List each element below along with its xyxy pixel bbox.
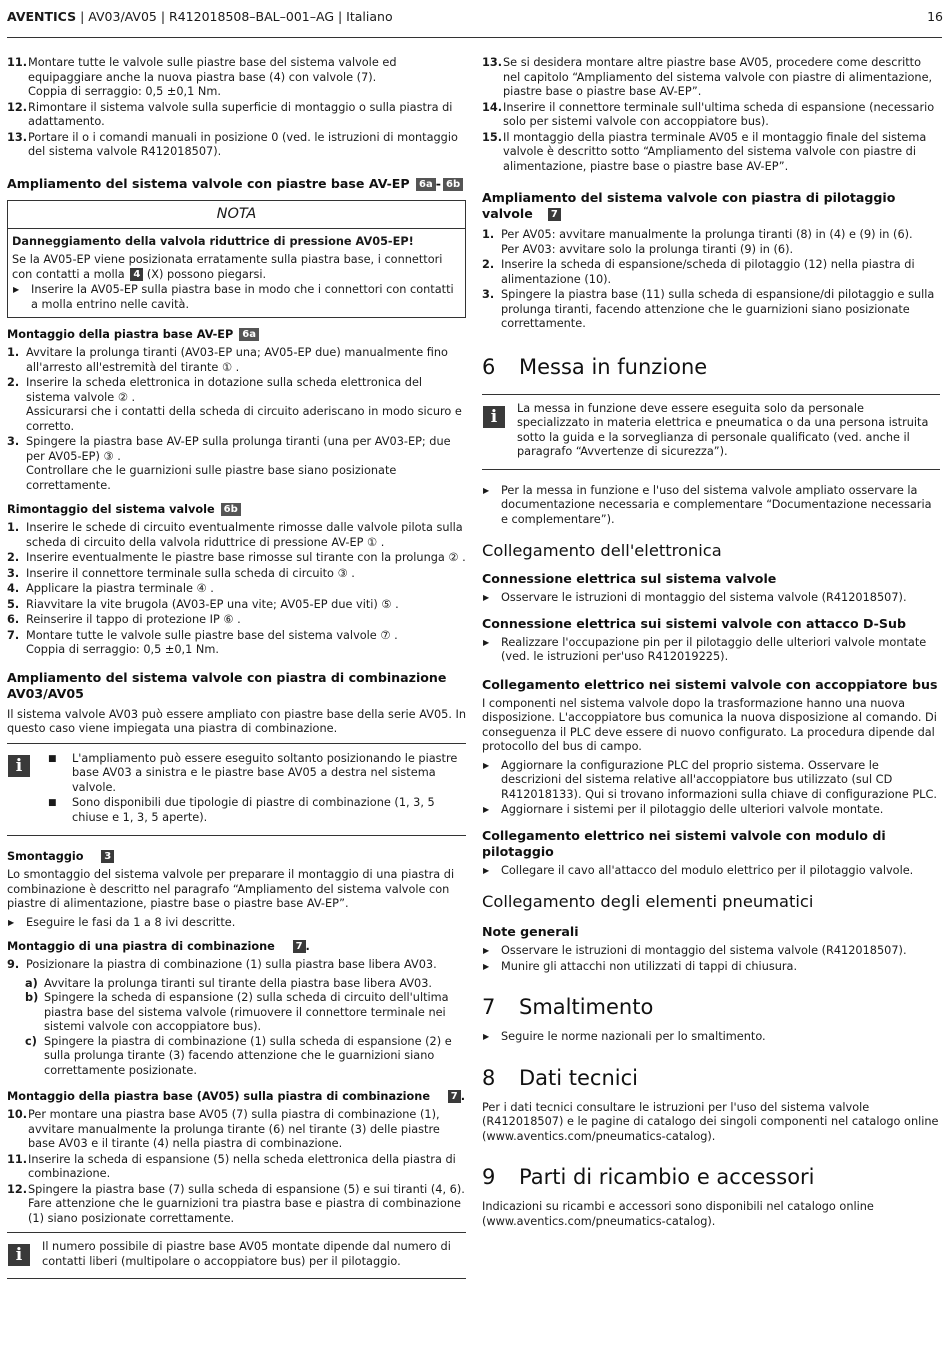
paragraph: I componenti nel sistema valvole dopo la trasformazione hanno una nuova disposizione. L'accoppiatore bus comunica la nuova disposizione al comando. Di conseguenza il PLC deve essere di nuovo configurato. La procedura dipende dal protocollo del bus di campo.: [482, 696, 937, 753]
figure-badge: 4: [130, 268, 143, 281]
paragraph: Indicazioni su ricambi e accessori sono disponibili nel catalogo online (www.aventics.com/pneumatics-catalog).: [482, 1200, 874, 1228]
list-item: 9. Posizionare la piastra di combinazione (1) sulla piastra base libera AV03.: [7, 958, 437, 971]
list-item: 3. Inserire il connettore terminale sulla scheda di circuito ③ .: [7, 566, 355, 580]
subheading: Note generali: [482, 924, 579, 939]
bullet-item: ▶ Collegare il cavo all'attacco del modulo elettrico per il pilotaggio valvole.: [483, 863, 914, 877]
bullet-arrow-icon: ▶: [13, 285, 20, 294]
bullet-item: ▶ Aggiornare i sistemi per il pilotaggio delle ulteriori valvole montate.: [483, 803, 884, 816]
bullet-arrow-icon: ▶: [483, 946, 490, 955]
steps-list: [7, 521, 466, 658]
figure-badge: 7: [448, 1090, 461, 1103]
page-number: 16: [927, 9, 943, 24]
square-bullet-icon: ■: [48, 753, 57, 764]
note-title: NOTA: [8, 204, 465, 229]
paragraph: Il sistema valvole AV03 può essere ampliato con piastre base della serie AV05. In questo caso viene impiegata una piastra di combinazione.: [7, 707, 466, 735]
bullet-item: ■ L'ampliamento può essere eseguito soltanto posizionando le piastre base AV03 a sinistra e le piastre base AV05 a destra nel sistema valvole.: [42, 752, 466, 796]
note-bullet: ▶ Inserire la AV05-EP sulla piastra base in modo che i connettori con contatti a molla entrino nelle cavità.: [13, 283, 454, 311]
figure-badge: 3: [101, 850, 114, 863]
bullet-item: ▶ Osservare le istruzioni di montaggio del sistema valvole (R412018507).: [483, 591, 907, 604]
steps-list: [7, 346, 466, 493]
heading-rimontaggio: Rimontaggio del sistema valvole 6b: [7, 503, 466, 517]
bullet-arrow-icon: ▶: [483, 865, 490, 875]
subheading: Connessione elettrica sui sistemi valvole con attacco D-Sub: [482, 615, 906, 631]
bullet-arrow-icon: ▶: [483, 593, 490, 602]
bullet-list: [482, 944, 940, 974]
left-column: [7, 56, 466, 1289]
list-item: 4. Applicare la piastra terminale ④ .: [7, 582, 214, 595]
info-box: [482, 394, 940, 470]
paragraph: Per i dati tecnici consultare le istruzioni per l'uso del sistema valvole (R412018507) e le pagine di catalogo dei singoli componenti nel catalogo online (www.aventics.com/pneumatics-catalog).: [482, 1100, 939, 1143]
bullet-list: [482, 759, 940, 818]
info-body: Il numero possibile di piastre base AV05 montate dipende dal numero di contatti liberi (multipolare o accoppiatore bus) per il pilotaggio.: [42, 1240, 451, 1268]
list-item: 5. Riavvitare la vite brugola (AV03-EP una vite; AV05-EP due viti) ⑤ .: [7, 597, 399, 611]
info-icon: i: [8, 1244, 30, 1266]
list-item: 14. Inserire il connettore terminale sull'ultima scheda di espansione (necessario solo per sistemi valvole con accoppiatore bus).: [482, 100, 935, 128]
heading-montaggio-piastra-base-av05: Montaggio della piastra base (AV05) sulla piastra di combinazione 7 .: [7, 1090, 465, 1103]
bullet-item: ▶ Osservare le istruzioni di montaggio del sistema valvole (R412018507).: [483, 944, 907, 957]
bullet-item: ▶ Per la messa in funzione e l'uso del sistema valvole ampliato osservare la documentazione necessaria e complementare “Documentazione necessaria e complementare”).: [483, 483, 932, 526]
info-box: [7, 1232, 466, 1279]
square-bullet-icon: ■: [48, 798, 57, 808]
note-text: Se la AV05-EP viene posizionata erratamente sulla piastra base, i connettori con contatti a molla 4 (X) possono piegarsi.: [12, 253, 443, 281]
figure-badge: 6a: [416, 178, 436, 191]
list-item: 12. Spingere la piastra base (7) sulla scheda di espansione (5) e sui tiranti (4, 6). Fare attenzione che le guarnizioni tra piastra base e piastra di combinazione (1) siano posizionate correttamente.: [7, 1182, 465, 1225]
info-body: [42, 751, 466, 827]
header-doc-info: | AV03/AV05 | R412018508–BAL–001–AG | Italiano: [76, 9, 393, 24]
subheading: Collegamento elettrico nei sistemi valvole con modulo di pilotaggio: [482, 827, 886, 859]
section-heading-av-ep: Ampliamento del sistema valvole con piastre base AV-EP 6a - 6b: [7, 176, 466, 192]
chapter-heading-7: 7 Smaltimento: [482, 995, 654, 1019]
steps-list: [7, 1108, 466, 1226]
section-heading-combinazione: Ampliamento del sistema valvole con piastra di combinazione AV03/AV05: [7, 669, 447, 701]
header-rule: [7, 37, 942, 38]
bullet-arrow-icon: ▶: [483, 961, 490, 971]
figure-badge: 6a: [239, 328, 259, 341]
bullet-item: ▶ Aggiornare la configurazione PLC del proprio sistema. Osservare le descrizioni del sistema relative all'accoppiatore bus utilizzato (sul CD R412018133). Qui si trovano informazioni sulla chiave di configurazione PLC.: [483, 758, 937, 801]
list-item: c) Spingere la piastra di combinazione (1) sulla scheda di espansione (2) e sulla prolunga tirante (3) facendo attenzione che le guarnizioni siano correttamente posizionate.: [25, 1034, 452, 1077]
steps-list: [7, 56, 466, 160]
list-item: 13. Portare il o i comandi manuali in posizione 0 (ved. le istruzioni di montaggio del sistema valvole R412018507).: [7, 130, 458, 158]
note-box: [7, 200, 466, 319]
subheading: Connessione elettrica sul sistema valvole: [482, 571, 777, 586]
list-item: 6. Reinserire il tappo di protezione IP ⑥ .: [7, 613, 241, 626]
info-icon: i: [8, 755, 30, 777]
paragraph: Lo smontaggio del sistema valvole per preparare il montaggio di una piastra di combinazione è descritto nel paragrafo “Ampliamento del sistema valvole con piastre di alimentazione, piastre base o piastre base AV-EP”.: [7, 868, 455, 910]
figure-badge: 7: [293, 940, 306, 953]
list-item: 11. Inserire la scheda di espansione (5) nella scheda elettronica della piastra di combinazione.: [7, 1152, 456, 1180]
bullet-arrow-icon: ▶: [483, 637, 490, 647]
bullet-arrow-icon: ▶: [483, 805, 490, 814]
list-item: 2. Inserire la scheda di espansione/scheda di pilotaggio (12) nella piastra di alimentazione (10).: [482, 258, 915, 286]
figure-badge: 6b: [443, 178, 463, 191]
steps-list: [7, 958, 466, 973]
bullet-arrow-icon: ▶: [483, 485, 490, 495]
list-item: 1. Inserire le schede di circuito eventualmente rimosse dalle valvole pilota sulla scheda di circuito della valvola riduttrice di pressione AV-EP ① .: [7, 521, 463, 549]
bullet-arrow-icon: ▶: [483, 1032, 490, 1041]
bullet-item: ▶ Eseguire le fasi da 1 a 8 ivi descritte.: [8, 915, 236, 929]
bullet-item: ▶ Seguire le norme nazionali per lo smaltimento.: [483, 1030, 766, 1043]
note-heading: Danneggiamento della valvola riduttrice di pressione AV05-EP!: [12, 234, 414, 248]
list-item: 10. Per montare una piastra base AV05 (7) sulla piastra di combinazione (1), avvitare manualmente la prolunga tirante (6) nel tirante (3) delle piastre base AV03 e il tirante (4) nella piastra di combinazione.: [7, 1108, 440, 1150]
subheading: Collegamento elettrico nei sistemi valvole con accoppiatore bus: [482, 676, 938, 692]
list-item: 2. Inserire eventualmente le piastre base rimosse sul tirante con la prolunga ② .: [7, 551, 466, 564]
list-item: 2. Inserire la scheda elettronica in dotazione sulla scheda elettronica del sistema valvole ② . Assicurarsi che i contatti della scheda di circuito aderiscano in modo sicuro e corretto.: [7, 376, 462, 433]
list-item: 7. Montare tutte le valvole sulle piastre base del sistema valvole ⑦ . Coppia di serraggio: 0,5 ±0,1 Nm.: [7, 628, 398, 656]
chapter-heading-6: 6 Messa in funzione: [482, 354, 708, 379]
section-heading-pilotaggio: Ampliamento del sistema valvole con piastra di pilotaggio valvole 7: [482, 190, 896, 221]
list-item: 12. Rimontare il sistema valvole sulla superficie di montaggio o sulla piastra di adattamento.: [7, 100, 453, 128]
bullet-item: ■ Sono disponibili due tipologie di piastre di combinazione (1, 3, 5 chiuse e 1, 3, 5 aperte).: [42, 796, 466, 825]
right-column: [482, 56, 940, 1233]
list-item: 15. Il montaggio della piastra terminale AV05 e il montaggio finale del sistema valvole è descritto sotto “Ampliamento del sistema valvole con piastre di alimentazione, piastre base o piastre base AV-EP”.: [482, 130, 927, 173]
chapter-heading-9: 9 Parti di ricambio e accessori: [482, 1165, 815, 1189]
list-item: a) Avvitare la prolunga tiranti sul tirante della piastra base libera AV03.: [25, 976, 433, 990]
info-box: [7, 743, 466, 837]
heading-montaggio-av-ep: Montaggio della piastra base AV-EP 6a: [7, 328, 466, 342]
list-item: 3. Spingere la piastra base (11) sulla scheda di espansione/di pilotaggio e sulla prolunga tiranti, facendo attenzione che le guarnizioni siano posizionate correttamente.: [482, 288, 935, 330]
heading-smontaggio: Smontaggio 3: [7, 850, 466, 864]
list-item: b) Spingere la scheda di espansione (2) sulla scheda di circuito dell'ultima piastra base del sistema valvole (rimuovere il connettore terminale nei sistemi valvole con accoppiatore bus).: [25, 991, 449, 1033]
heading-collegamento-pneumatici: Collegamento degli elementi pneumatici: [482, 892, 814, 911]
figure-badge: 6b: [221, 503, 241, 516]
list-item: 13. Se si desidera montare altre piastre base AV05, procedere come descritto nel capitolo “Ampliamento del sistema valvole con piastre di alimentazione, piastre base o piastre base AV-EP”.: [482, 56, 933, 98]
heading-collegamento-elettronica: Collegamento dell'elettronica: [482, 541, 722, 560]
steps-list: [482, 56, 940, 174]
list-item: 3. Spingere la piastra base AV-EP sulla prolunga tiranti (una per AV03-EP; due per AV05-EP) ③ . Controllare che le guarnizioni sulle piastre base siano posizionate correttamente.: [7, 435, 451, 492]
list-item: 1. Per AV05: avvitare manualmente la prolunga tiranti (8) in (4) e (9) in (6). Per AV03: avvitare solo la prolunga tiranti (9) in (6).: [482, 228, 913, 256]
bullet-arrow-icon: ▶: [8, 917, 15, 927]
chapter-heading-8: 8 Dati tecnici: [482, 1065, 639, 1090]
bullet-item: ▶ Realizzare l'occupazione pin per il pilotaggio delle ulteriori valvole montate (ved. le istruzioni per'uso R412019225).: [483, 635, 927, 663]
steps-list: [482, 228, 940, 332]
list-item: 1. Avvitare la prolunga tiranti (AV03-EP una; AV05-EP due) manualmente fino all'arresto all'estremità del tirante ① .: [7, 346, 448, 374]
header-brand: AVENTICS: [7, 9, 77, 24]
heading-montaggio-piastra-combinazione: Montaggio di una piastra di combinazione 7 .: [7, 940, 310, 953]
info-body: La messa in funzione deve essere eseguita solo da personale specializzato in materia elettrica e pneumatica o da una persona istruita sotto la guida e la sorveglianza di personale qualificato (ved. anche il paragrafo “Avvertenze di sicurezza”).: [517, 401, 929, 458]
info-icon: i: [483, 406, 505, 428]
bullet-item: ▶ Munire gli attacchi non utilizzati di tappi di chiusura.: [483, 959, 798, 973]
bullet-arrow-icon: ▶: [483, 760, 490, 770]
figure-badge: 7: [548, 208, 561, 221]
page-header: [7, 8, 943, 26]
sub-steps-list: [25, 977, 466, 1079]
list-item: 11. Montare tutte le valvole sulle piastre base del sistema valvole ed equipaggiare anche la nuova piastra base (4) con valvole (7). Coppia di serraggio: 0,5 ±0,1 Nm.: [7, 56, 397, 98]
